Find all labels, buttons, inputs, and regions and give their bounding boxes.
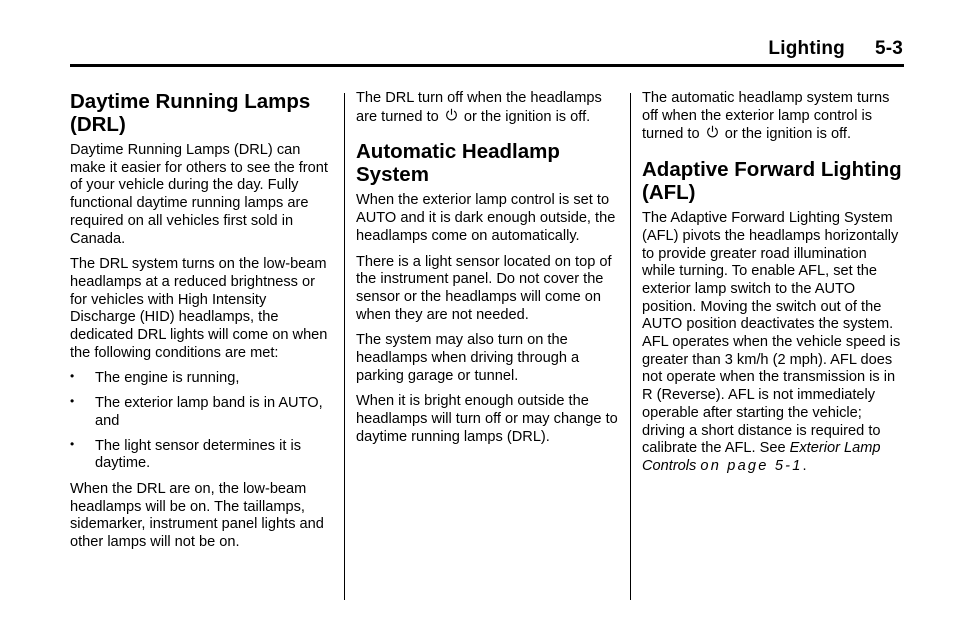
column-2 — [356, 90, 618, 455]
auto-headlamp-paragraph: When the exterior lamp control is set to AUTO and it is dark enough outside, the headlamps come on automatically. — [356, 192, 616, 244]
page-number: 5-3 — [874, 38, 903, 59]
bullet-icon: • — [70, 369, 75, 384]
section-title: Lighting — [768, 38, 845, 59]
bullet-icon: • — [70, 436, 75, 451]
drl-paragraph: When the DRL are on, the low-beam headlamps will be on. The taillamps, sidemarker, instrument panel lights and other lamps will not be on. — [70, 480, 324, 551]
power-icon — [706, 125, 719, 139]
xref-link[interactable]: Exterior Lamp Controls — [642, 440, 881, 474]
auto-headlamp-heading: Automatic Headlamp System — [356, 140, 560, 187]
afl-heading: Adaptive Forward Lighting (AFL) — [642, 158, 902, 205]
auto-headlamp-paragraph: There is a light sensor located on top of the instrument panel. Do not cover the sensor or the headlamps will come on when they are not needed. — [356, 253, 612, 323]
list-item: • The exterior lamp band is in AUTO, and — [70, 394, 323, 429]
drl-conditions-list — [70, 370, 332, 473]
drl-heading: Daytime Running Lamps (DRL) — [70, 90, 311, 136]
xref-page-link[interactable]: on page 5-1 — [700, 457, 803, 474]
drl-paragraph: The DRL system turns on the low-beam headlamps at a reduced brightness or for vehicles with High Intensity Discharge (HID) headlamps, the dedicated DRL lights will come on when the following conditions are met: — [70, 256, 328, 361]
bullet-icon: • — [70, 394, 75, 409]
auto-headlamp-paragraph: When it is bright enough outside the headlamps will turn off or may change to daytime running lamps (DRL). — [356, 393, 618, 445]
auto-off-paragraph: The automatic headlamp system turns off when the exterior lamp control is turned to or the ignition is off. — [642, 90, 890, 143]
column-3 — [642, 90, 904, 484]
column-divider — [630, 93, 631, 600]
afl-paragraph: The Adaptive Forward Lighting System (AFL) pivots the headlamps horizontally to provide greater road illumination while turning. To enable AFL, set the exterior lamp switch to the AUTO position. Moving the switch out of the AUTO position deactivates the system. AFL operates when the vehicle speed is greater than 3 km/h (2 mph). AFL does not operate when the transmission is in R (Reverse). AFL is not immediately operable after starting the vehicle; driving a short distance is required to calibrate the AFL. See Exterior Lamp Controls on page 5-1. — [642, 210, 901, 474]
auto-headlamp-paragraph: The system may also turn on the headlamps when driving through a parking garage or tunnel. — [356, 332, 580, 384]
power-icon — [445, 108, 458, 122]
column-divider — [344, 93, 345, 600]
page-header — [768, 38, 903, 60]
list-item: • The engine is running, — [70, 369, 240, 387]
list-item: • The light sensor determines it is daytime. — [70, 436, 302, 472]
header-rule — [70, 64, 904, 67]
drl-paragraph: Daytime Running Lamps (DRL) can make it easier for others to see the front of your vehicle during the day. Fully functional daytime running lamps are required on all vehicles first sold in Canada. — [70, 142, 328, 247]
column-1 — [70, 90, 332, 560]
drl-off-paragraph: The DRL turn off when the headlamps are turned to or the ignition is off. — [356, 90, 602, 125]
